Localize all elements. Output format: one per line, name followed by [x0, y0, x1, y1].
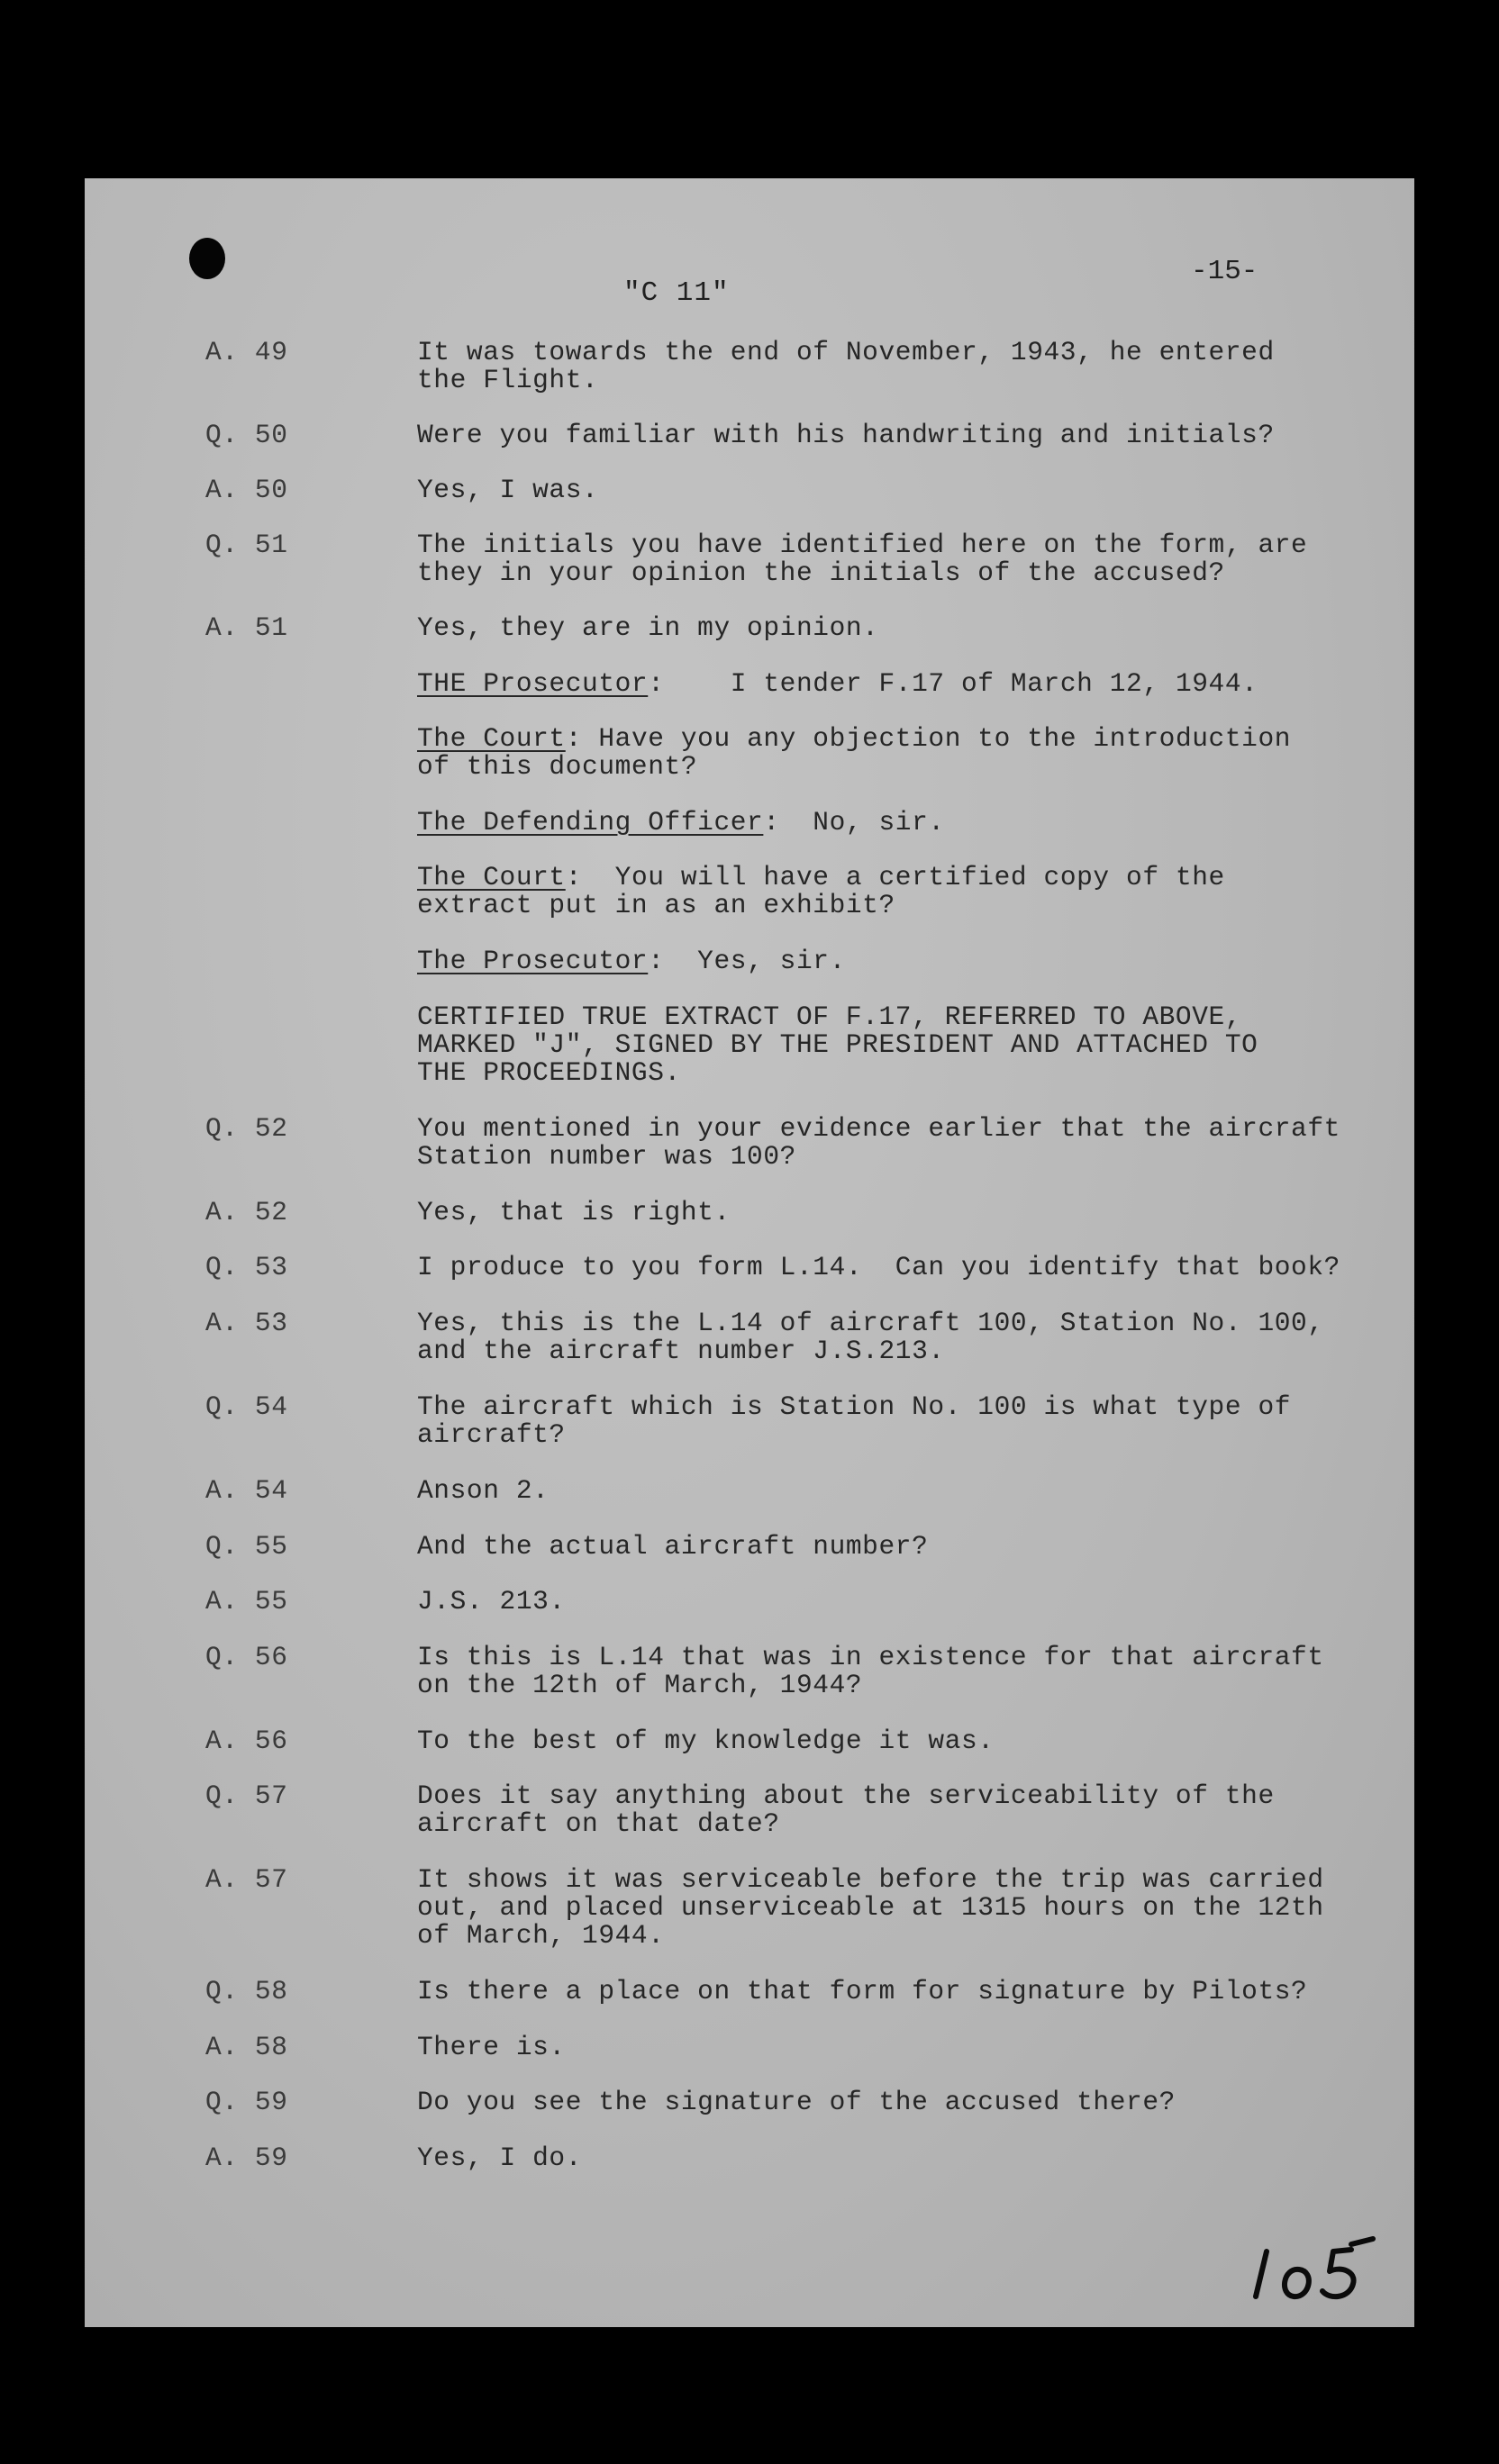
entry-line: Does it say anything about the serviceability of the: [417, 1780, 1275, 1811]
entry-line: out, and placed unserviceable at 1315 hours on the 12th: [417, 1892, 1324, 1923]
note-line: THE PROCEEDINGS.: [417, 1057, 681, 1088]
exchange-line: extract put in as an exhibit?: [417, 890, 895, 920]
entry-line: Yes, I was.: [417, 475, 599, 505]
entry-label: Q. 51: [205, 530, 288, 560]
entry-label: A. 54: [205, 1475, 288, 1506]
note-line: CERTIFIED TRUE EXTRACT OF F.17, REFERRED TO ABOVE,: [417, 1001, 1242, 1032]
exchange-line: : Have you any objection to the introduction: [565, 723, 1292, 754]
entry-line: To the best of my knowledge it was.: [417, 1726, 995, 1756]
entry-line: Station number was 100?: [417, 1141, 796, 1172]
entry-label: A. 59: [205, 2142, 288, 2173]
entry-line: You mentioned in your evidence earlier that the aircraft: [417, 1113, 1340, 1144]
entry-label: A. 58: [205, 2032, 288, 2062]
entry-label: A. 50: [205, 475, 288, 505]
entry-line: and the aircraft number J.S.213.: [417, 1336, 945, 1366]
entry-label: A. 53: [205, 1308, 288, 1338]
entry-line: Do you see the signature of the accused there?: [417, 2087, 1176, 2117]
entry-line: Yes, that is right.: [417, 1197, 731, 1227]
entry-line: Anson 2.: [417, 1475, 550, 1506]
exchange-line: : You will have a certified copy of the: [565, 862, 1225, 892]
exchange-line: of this document?: [417, 751, 698, 782]
entry-line: It was towards the end of November, 1943, he entered: [417, 337, 1275, 367]
entry-line: the Flight.: [417, 365, 599, 395]
entry-line: J.S. 213.: [417, 1586, 566, 1617]
entry-line: Is this is L.14 that was in existence for that aircraft: [417, 1642, 1324, 1672]
exchange-line: : I tender F.17 of March 12, 1944.: [648, 668, 1258, 699]
entry-label: A. 57: [205, 1864, 288, 1895]
page-number: -15-: [1191, 256, 1258, 287]
exchange-line: : No, sir.: [763, 807, 945, 838]
entry-line: Were you familiar with his handwriting and initials?: [417, 420, 1275, 450]
entry-label: A. 56: [205, 1726, 288, 1756]
entry-label: Q. 57: [205, 1780, 288, 1811]
speaker-name: THE Prosecutor: [417, 668, 649, 699]
entry-line: Yes, I do.: [417, 2142, 583, 2173]
handwritten-folio-number: [1247, 2224, 1382, 2305]
entry-line: The initials you have identified here on the form, are: [417, 530, 1308, 560]
entry-line: There is.: [417, 2032, 566, 2062]
entry-line: The aircraft which is Station No. 100 is what type of: [417, 1391, 1292, 1422]
entry-line: they in your opinion the initials of the accused?: [417, 557, 1225, 588]
entry-line: on the 12th of March, 1944?: [417, 1670, 863, 1700]
entry-line: It shows it was serviceable before the trip was carried: [417, 1864, 1324, 1895]
entry-line: of March, 1944.: [417, 1920, 665, 1951]
entry-label: A. 51: [205, 612, 288, 643]
entry-line: Yes, this is the L.14 of aircraft 100, Station No. 100,: [417, 1308, 1324, 1338]
entry-label: Q. 58: [205, 1976, 288, 2007]
speaker-name: The Defending Officer: [417, 807, 764, 838]
entry-label: Q. 50: [205, 420, 288, 450]
speaker-name: The Prosecutor: [417, 946, 649, 976]
entry-line: aircraft?: [417, 1419, 566, 1450]
entry-label: Q. 59: [205, 2087, 288, 2117]
entry-label: A. 55: [205, 1586, 288, 1617]
entry-line: I produce to you form L.14. Can you identify that book?: [417, 1252, 1340, 1282]
entry-label: Q. 52: [205, 1113, 288, 1144]
entry-label: Q. 55: [205, 1531, 288, 1562]
entry-line: aircraft on that date?: [417, 1808, 780, 1839]
entry-label: A. 49: [205, 337, 288, 367]
entry-line: Is there a place on that form for signature by Pilots?: [417, 1976, 1308, 2007]
entry-line: Yes, they are in my opinion.: [417, 612, 879, 643]
document-code: "C 11": [623, 277, 730, 309]
speaker-name: The Court: [417, 862, 566, 892]
speaker-name: The Court: [417, 723, 566, 754]
document-page: [85, 178, 1414, 2327]
exchange-line: : Yes, sir.: [648, 946, 846, 976]
entry-label: Q. 54: [205, 1391, 288, 1422]
entry-label: Q. 53: [205, 1252, 288, 1282]
punch-hole: [189, 238, 225, 279]
note-line: MARKED "J", SIGNED BY THE PRESIDENT AND ATTACHED TO: [417, 1029, 1258, 1060]
entry-line: And the actual aircraft number?: [417, 1531, 929, 1562]
entry-label: Q. 56: [205, 1642, 288, 1672]
entry-label: A. 52: [205, 1197, 288, 1227]
